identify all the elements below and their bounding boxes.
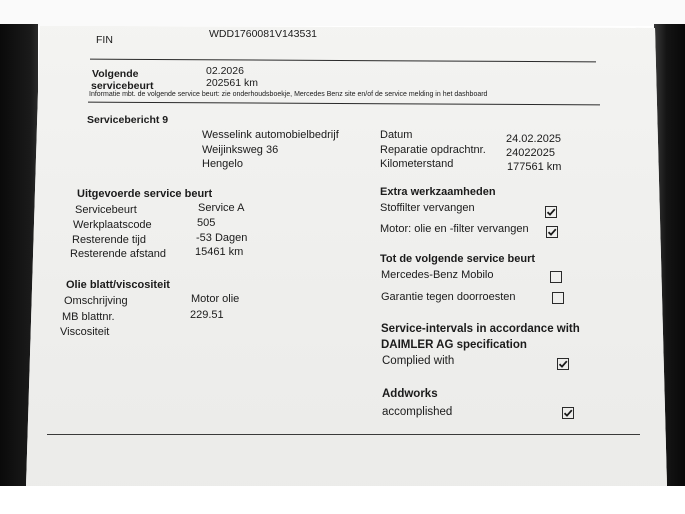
performed-service-title: Uitgevoerde service beurt <box>77 188 213 200</box>
addworks-accomplished-label: accomplished <box>382 406 453 418</box>
odometer-value: 177561 km <box>507 161 562 173</box>
repair-order-value: 24022025 <box>506 147 555 159</box>
until-next-title: Tot de volgende service beurt <box>380 253 536 265</box>
remaining-time-label: Resterende tijd <box>72 234 146 246</box>
mb-blatt-label: MB blattnr. <box>62 311 115 323</box>
checkbox-cabin-filter[interactable] <box>545 206 557 218</box>
next-service-km: 202561 km <box>206 77 258 89</box>
remaining-distance-label: Resterende afstand <box>70 248 167 260</box>
footer-divider <box>47 434 640 435</box>
info-note: Informatie mbt. de volgende service beurt: zie onderhoudsboekje, Mercedes Benz site en/of de service melding in het dashboard <box>89 91 488 98</box>
extra-work-item-cabin-filter: Stoffilter vervangen <box>380 202 475 214</box>
extra-work-item-oil-filter: Motor: olie en -filter vervangen <box>380 223 529 235</box>
repair-order-label: Reparatie opdrachtnr. <box>380 144 486 156</box>
checkbox-rust-warranty[interactable] <box>552 292 564 304</box>
dealer-name: Wesselink automobielbedrijf <box>202 129 339 141</box>
mb-blatt-value: 229.51 <box>190 309 224 321</box>
checkbox-accomplished[interactable] <box>562 407 574 419</box>
next-service-label-line1: Volgende <box>92 68 139 80</box>
performed-service-label: Servicebeurt <box>75 204 137 216</box>
date-label: Datum <box>380 129 413 141</box>
remaining-time-value: -53 Dagen <box>196 232 248 244</box>
oil-title: Olie blatt/viscositeit <box>66 279 170 291</box>
performed-service-value: Service A <box>198 202 245 214</box>
checkbox-mobilo[interactable] <box>550 271 562 283</box>
workshop-code-label: Werkplaatscode <box>73 219 152 231</box>
intervals-complied-label: Complied with <box>382 355 455 367</box>
checkbox-oil-filter[interactable] <box>546 226 558 238</box>
viscosity-label: Viscositeit <box>60 326 110 338</box>
addworks-title: Addworks <box>382 388 438 400</box>
oil-description-label: Omschrijving <box>64 295 128 307</box>
until-next-item-mobilo: Mercedes-Benz Mobilo <box>381 269 494 281</box>
intervals-title-line2: DAIMLER AG specification <box>381 339 527 351</box>
next-service-label-line2: servicebeurt <box>91 80 154 92</box>
photo-background-bottom <box>0 486 685 514</box>
until-next-item-rust-warranty: Garantie tegen doorroesten <box>381 291 516 303</box>
oil-description-value: Motor olie <box>191 293 240 305</box>
fin-label: FIN <box>96 34 113 46</box>
workshop-code-value: 505 <box>197 217 216 229</box>
service-message-title: Servicebericht 9 <box>87 114 169 126</box>
photo-background-top <box>0 0 685 26</box>
intervals-title-line1: Service-intervals in accordance with <box>381 323 580 335</box>
odometer-label: Kilometerstand <box>380 158 454 170</box>
checkbox-complied[interactable] <box>557 358 569 370</box>
remaining-distance-value: 15461 km <box>195 246 244 258</box>
date-value: 24.02.2025 <box>506 133 562 145</box>
extra-work-title: Extra werkzaamheden <box>380 186 496 198</box>
dealer-city: Hengelo <box>202 158 243 170</box>
fin-value: WDD1760081V143531 <box>209 28 317 40</box>
dealer-street: Weijinksweg 36 <box>202 144 279 156</box>
next-service-date: 02.2026 <box>206 65 244 77</box>
